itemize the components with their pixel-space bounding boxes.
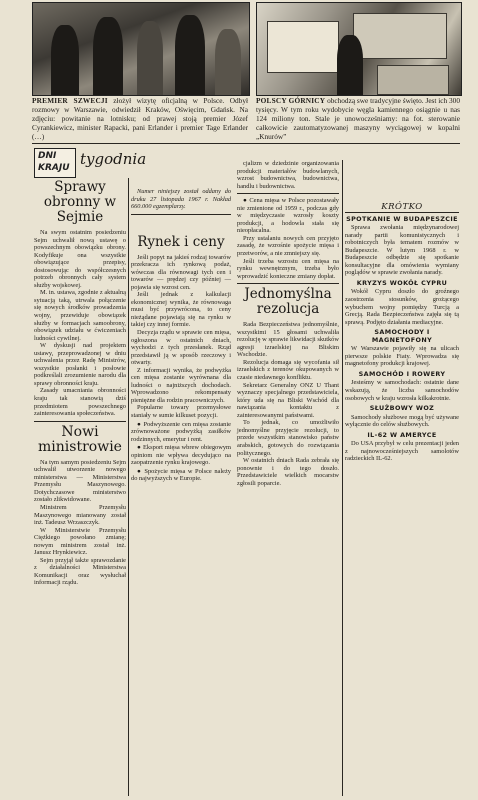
vertical-rule — [128, 178, 129, 796]
paragraph: Decyzja rządu w sprawie cen mięsa, ogłoszona w ostatnich dniach, wychodzi z tych przesłanek. Rząd przedstawił ją w sposób rzeczowy i otwarty. — [131, 328, 231, 367]
caption-premier-visit: PREMIER SZWECJI złożył wizytę oficjalną w Polsce. Odbył rozmowy w Warszawie, odwiedził Kraków, Oświęcim, Gdańsk. Na zdjęciu: powitanie na lotnisku; od prawej stoją premier Józef Cyrankiewicz, minister Rapacki, pani Erlander i premier Tage Erlander (…) — [32, 96, 248, 141]
headline-market-prices: Rynek i ceny — [137, 233, 225, 250]
paragraph: Jeśli popyt na jakieś rodzaj towarów przekracza ich rynkową podaż, wówczas dla równowagi tych cen i towarów — prędzej czy później — pojawia się wzrost cen. — [131, 253, 231, 291]
top-divider — [32, 143, 460, 144]
brief-heading: SPOTKANIE W BUDAPESZCIE — [346, 214, 458, 223]
section-brief-title: KRÓTKO — [345, 204, 459, 213]
brief-heading: IL-62 W AMERYCE — [367, 430, 437, 439]
brief-text: Do USA przybył w celu prezentacji jeden z najnowocześniejszych samolotów radzieckich IL-62. — [345, 440, 459, 463]
brief-text: Sprawa zwołania międzynarodowej narady partii komunistycznych i robotniczych była tematem rozmów w Budapeszcie. W lutym 1968 r. w Budapeszcie odbędzie się spotkanie konsultacyjne dla omówienia wymiany poglądów w sprawie zwołania narady. — [345, 224, 459, 277]
paragraph: Rezolucja domaga się wycofania sił izraelskich z terenów okupowanych w czasie niedawnego konfliktu. — [237, 358, 339, 382]
paragraph: Przy ustalaniu nowych cen przyjęto zasadę, że wzrośnie spożycie mięsa i przetworów, a nie zmniejszy się. — [237, 234, 339, 258]
paragraph: cjalizm w dziedzinie organizowania produkcji materiałów budowlanych, wzrost budownictwa, budownictwa, handlu i budownictwa. — [237, 160, 339, 190]
column-left — [34, 178, 126, 796]
paragraph: M. in. ustawa, zgodnie z aktualną sytuacją taką, utrwala połączenie się nowych środków prowadzenia wojny, przewiduje obowiązek służby w formacjach samoobrony, obowiązek udziału w ćwiczeniach ludności cywilnej. — [34, 289, 126, 342]
paragraph: W Ministerstwie Przemysłu Ciężkiego powołano zmianę; nowym ministrem został inż. Janusz Hrynkiewicz. — [34, 526, 126, 557]
brief-text: Samochody służbowe mogą być używane wyłącznie do celów służbowych. — [345, 413, 459, 429]
caption-miners: POLSCY GÓRNICY obchodzą swe tradycyjne święto. Jest ich 300 tysięcy. W tym roku wydobycie węgla kamiennego osiągnie u nas 124 miliony ton. Stale je unowocześniamy: na fot. sterowanie całkowicie zautomatyzowanej maszyny wyciągowej w kopalni „Knurów” — [256, 96, 460, 141]
paragraph: Popularne towary przemysłowe staniały w sumie kilkuset pozycji. — [131, 404, 231, 419]
paragraph: Jeśli jednak z kalkulacji ekonomicznej wynika, że równowaga musi być przywrócona, to ceny nieżądane pojawiają się na rynku w takiej czy innej formie. — [131, 291, 231, 329]
brief-heading: SAMOCHODY I MAGNETOFONY — [371, 328, 433, 344]
bullet-item: ● Eksport mięsa wbrew obiegowym opiniom nie wpływa decydująco na zaopatrzenie rynku krajowego. — [131, 444, 231, 467]
brief-heading: KRYZYS WOKÓŁ CYPRU — [356, 278, 448, 287]
column-divider — [34, 421, 126, 422]
bullet-item: ● Spożycie mięsa w Polsce należy do najwyższych w Europie. — [131, 467, 231, 483]
paragraph: Zasady umacniania obronności kraju tak stanowią dziś przedmiotem powszechnego zainteresowania społeczeństwa. — [34, 387, 126, 418]
column-right-brief — [345, 160, 459, 796]
brief-text: Wokół Cypru doszło do groźnego zaostrzenia stosunków, grożącego wybuchem wojny pomiędzy Turcją a Grecją. Rada Bezpieczeństwa zajęła się tą sprawą. Podjęto działania mediacyjne. — [345, 288, 459, 326]
brief-heading: SŁUŻBOWY WOZ — [369, 404, 435, 413]
brief-heading: SAMOCHÓD I ROWERY — [358, 369, 446, 378]
photo-premier-visit — [32, 2, 250, 96]
divider — [131, 214, 231, 215]
paragraph: Na tym samym posiedzeniu Sejm uchwalił utworzenie nowego ministerstwa — Ministerstwa Przemysłu Maszynowego. Dotychczasowe ministerstwo zostało zlikwidowane. — [34, 458, 126, 504]
divider — [237, 193, 339, 194]
subcolumn-market — [131, 160, 231, 483]
issue-note: Numer niniejszy został oddany do druku 27 listopada 1967 r. Nakład 660.000 egzemplarzy. — [131, 188, 231, 210]
photo-miners-control-room — [256, 2, 462, 96]
paragraph: W ostatnich dniach Rada zebrała się ponownie i do tego doszło. Przedstawiciele wielkich mocarstw zgłosili poparcie. — [237, 457, 339, 487]
paragraph: Rada Bezpieczeństwa jednomyślnie, wszystkimi 15 głosami uchwaliła rezolucję w sprawie likwidacji skutków agresji izraelskiej na Bliskim Wschodzie. — [237, 321, 339, 359]
brief-text: W Warszawie pojawiły się na ulicach pierwsze polskie Fiaty. Wprowadza się magnetofony produkcji krajowej. — [345, 345, 459, 368]
paragraph: Sejm przyjął także sprawozdanie z działalności Ministerstwa Komunikacji oraz wysłuchał informacji rządu. — [34, 556, 126, 587]
paragraph: To jednak, co umożliwiło jednomyślne przyjęcie rezolucji, to przede wszystkim stanowisko państw arabskich, gotowych do rozwiązania politycznego. — [237, 419, 339, 457]
paragraph: Jeśli trzeba wzrostu cen mięsa na rynku wewnętrznym, trzeba było wprowadzić konieczne zmiany dopłat. — [237, 257, 339, 280]
bullet-item: ● Podwyższenie cen mięsa zostanie zrównoważone podwyżką zasiłków rodzinnych, emerytur i rent. — [131, 420, 231, 443]
paragraph: Na swym ostatnim posiedzeniu Sejm uchwalił nową ustawę o powszechnym obowiązku obrony. Kodyfikuje ona wszystkie obowiązujące przepisy, dostosowując do współczesnych potrzeb obronnych cały system służby wojskowej. — [34, 229, 126, 289]
paragraph: Ministrem Przemysłu Maszynowego mianowany został inż. Tadeusz Wrzaszczyk. — [34, 503, 126, 527]
section-logo: DNI KRAJU — [34, 148, 76, 178]
paragraph: W dyskusji nad projektem ustawy, przeprowadzonej w dniu uchwalenia przez Radę Ministrów, wszystkie posłanki i posłowie podkreślali zrozumienie narodu dla sprawy obronności kraju. — [34, 342, 126, 387]
bullet-item: ● Cena mięsa w Polsce pozostawały nie zmienione od 1959 r., podczas gdy w międzyczasie wzrosły koszty produkcji, a hodowla stała się nieopłacalna. — [237, 197, 339, 235]
headline-sejm-defense: Sprawy obronny w Sejmie — [43, 179, 117, 225]
section-title: tygodnia — [80, 150, 147, 168]
headline-unanimous-resolution: Jednomyślna rezolucja — [244, 286, 332, 318]
divider — [237, 283, 339, 284]
subcolumn-resolution — [237, 160, 339, 487]
vertical-rule — [342, 160, 343, 796]
headline-new-ministers: Nowi ministrowie — [38, 423, 122, 455]
paragraph: Z informacji wynika, że podwyżka cen mięsa zostanie wyrównana dla ludności o najniższych dochodach. Wprowadzono rekompensaty pieniężne dla rodzin pracowniczych. — [131, 366, 231, 404]
brief-text: Jesteśmy w samochodach: ostatnie dane wskazują, że liczba samochodów osobowych w kraju wzrosła kilkakrotnie. — [345, 379, 459, 402]
column-middle — [131, 160, 339, 796]
paragraph: Sekretarz Generalny ONZ U Thant wyznaczy specjalnego przedstawiciela, który uda się na Bliski Wschód dla nawiązania kontaktu z zainteresowanymi państwami. — [237, 381, 339, 419]
